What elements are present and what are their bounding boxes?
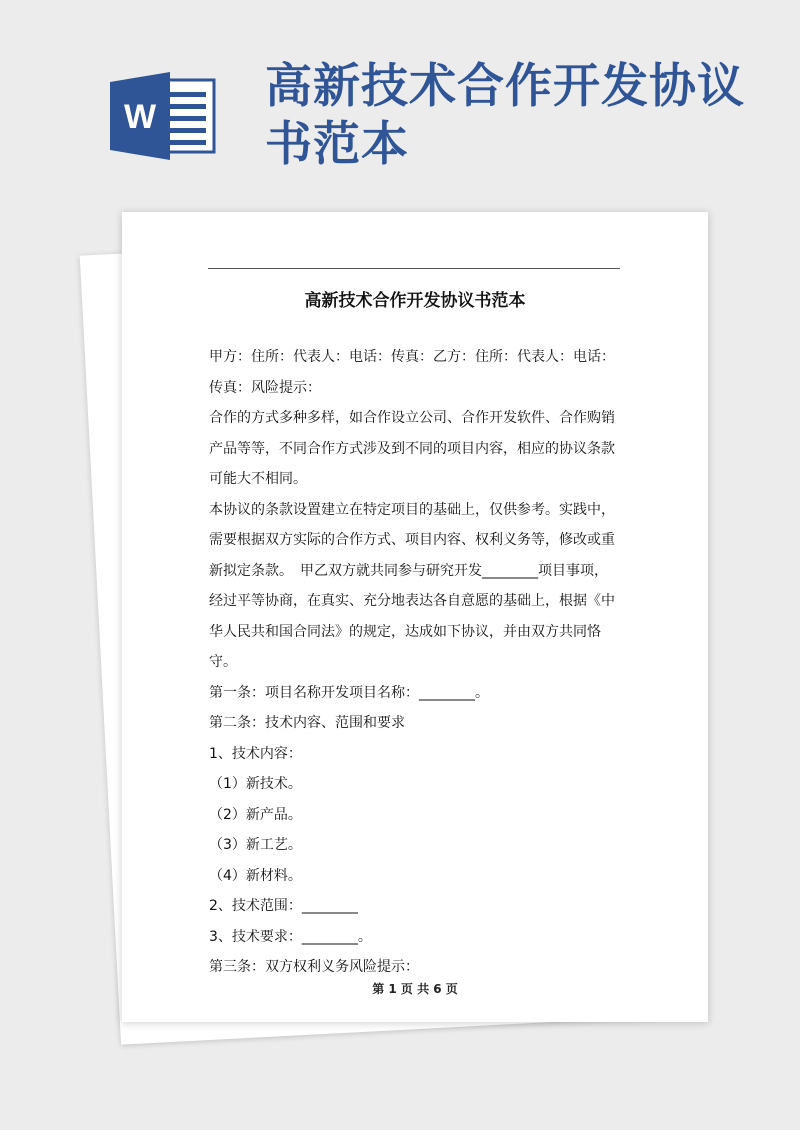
word-logo-letter: W xyxy=(123,98,157,136)
paragraph: 本协议的条款设置建立在特定项目的基础上，仅供参考。实践中，需要根据双方实际的合作方式、项目内容、权利义务等，修改或重新拟定条款。 甲乙双方就共同参与研究开发________项目事项，经过平等协商，在真实、充分地表达各自意愿的基础上，根据《中华人民共和国合同法》的规定，达成如下协议，并由双方共同恪守。 xyxy=(209,501,615,670)
paragraph: 第二条：技术内容、范围和要求 xyxy=(209,715,405,731)
paragraph: 甲方：住所：代表人：电话：传真：乙方：住所：代表人：电话：传真：风险提示： xyxy=(209,349,615,396)
paragraph: （2）新产品。 xyxy=(209,806,302,823)
banner-title: 高新技术合作开发协议书范本 xyxy=(265,59,745,172)
paragraph: 1、技术内容： xyxy=(209,745,302,762)
header-rule xyxy=(208,268,620,269)
paragraph: 第一条：项目名称开发项目名称：________。 xyxy=(209,684,489,701)
paragraph: 2、技术范围：________ xyxy=(209,898,358,914)
paragraph: （3）新工艺。 xyxy=(209,837,302,853)
document-title: 高新技术合作开发协议书范本 xyxy=(304,291,526,311)
page-footer: 第 1 页 共 6 页 xyxy=(372,982,458,996)
paragraph: （4）新材料。 xyxy=(209,867,302,884)
document-body xyxy=(209,342,621,983)
word-app-icon xyxy=(110,72,216,160)
paragraph: 3、技术要求：________。 xyxy=(209,928,372,945)
document-page xyxy=(122,212,708,1022)
paragraph: （1）新技术。 xyxy=(209,776,302,792)
paragraph: 合作的方式多种多样，如合作设立公司、合作开发软件、合作购销产品等等，不同合作方式涉及到不同的项目内容，相应的协议条款可能大不相同。 xyxy=(209,410,615,487)
paragraph: 第三条：双方权利义务风险提示： xyxy=(209,959,419,975)
